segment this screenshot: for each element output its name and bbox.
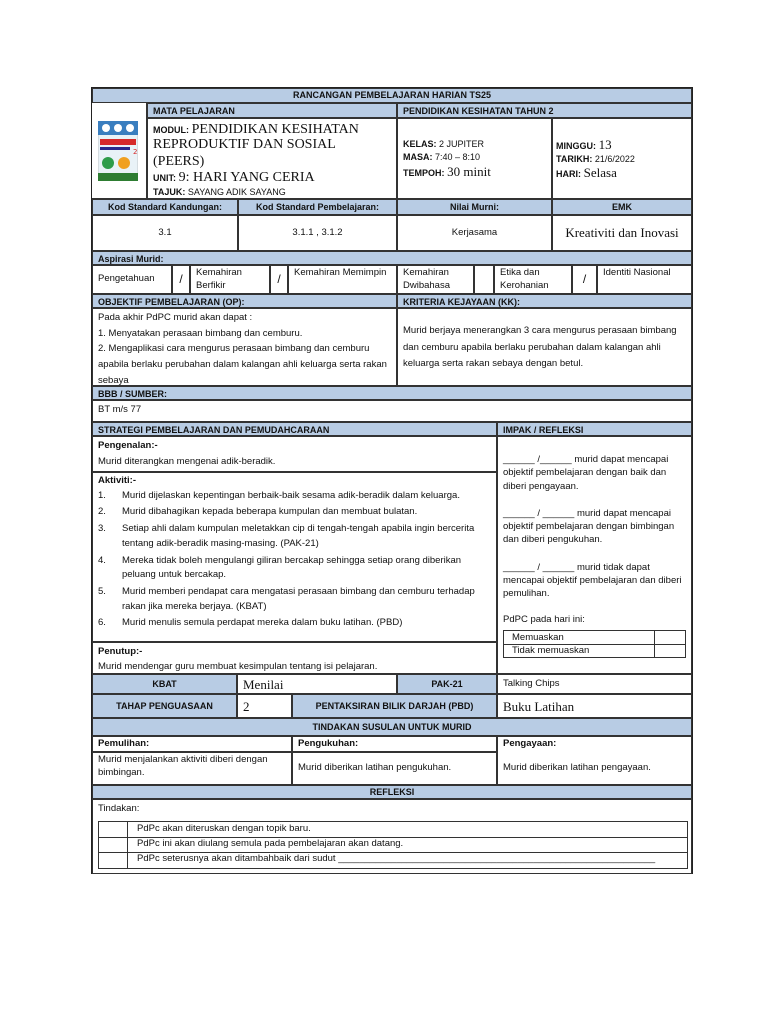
pengayaan-label: Pengayaan: bbox=[497, 736, 692, 752]
pengenalan-label: Pengenalan:- bbox=[98, 440, 158, 451]
nilai-value: Kerjasama bbox=[397, 215, 552, 251]
tarikh-label: TARIKH: bbox=[556, 154, 593, 164]
minggu-value: 13 bbox=[598, 137, 612, 152]
pengenalan-text: Murid diterangkan mengenai adik-beradik. bbox=[98, 456, 276, 468]
tempoh-value: 30 minit bbox=[447, 164, 491, 179]
aspirasi-identiti: Identiti Nasional bbox=[597, 265, 692, 294]
op-cell bbox=[92, 308, 397, 386]
tindakan-option-3[interactable]: PdPc seterusnya akan ditambahbaik dari sudut ____________________________________________________________ bbox=[137, 853, 656, 864]
penutup-label: Penutup:- bbox=[98, 646, 143, 657]
book-cover-cell bbox=[92, 103, 147, 199]
tick-berfikir: / bbox=[270, 265, 288, 294]
impak-text-3: ______ / ______ murid tidak dapat mencapai objektif pembelajaran dan diberi pemulihan. bbox=[503, 561, 682, 600]
aktiviti-cell bbox=[92, 472, 497, 642]
modul-label: MODUL: bbox=[153, 125, 189, 135]
tindakan-susulan-label: TINDAKAN SUSULAN UNTUK MURID bbox=[92, 718, 692, 736]
tajuk-label: TAJUK: bbox=[153, 187, 186, 197]
pemulihan-text: Murid menjalankan aktiviti diberi dengan bimbingan. bbox=[92, 752, 292, 785]
kk-label: KRITERIA KEJAYAAN (KK): bbox=[397, 294, 692, 308]
masa-label: MASA: bbox=[403, 152, 433, 162]
tajuk-value: SAYANG ADIK SAYANG bbox=[187, 187, 286, 197]
op-item-1: 1. Menyatakan perasaan bimbang dan cemburu. bbox=[98, 327, 303, 339]
tidak-memuaskan-checkbox[interactable] bbox=[654, 644, 655, 657]
tidak-memuaskan-label: Tidak memuaskan bbox=[512, 645, 590, 656]
aspirasi-memimpin: Kemahiran Memimpin bbox=[288, 265, 397, 294]
op-intro: Pada akhir PdPC murid akan dapat : bbox=[98, 312, 253, 323]
tindakan-checkbox-column[interactable] bbox=[99, 822, 128, 868]
memuaskan-row[interactable] bbox=[504, 631, 685, 645]
nilai-label: Nilai Murni: bbox=[397, 199, 552, 215]
aktiviti-label: Aktiviti:- bbox=[98, 475, 136, 486]
pengenalan-cell bbox=[92, 436, 497, 472]
op-label: OBJEKTIF PEMBELAJARAN (OP): bbox=[92, 294, 397, 308]
unit-label: UNIT: bbox=[153, 173, 176, 183]
masa-value: 7:40 – 8:10 bbox=[435, 152, 481, 162]
pdpc-options bbox=[503, 630, 686, 658]
kbat-label: KBAT bbox=[92, 674, 237, 694]
page-title: RANCANGAN PEMBELAJARAN HARIAN TS25 bbox=[92, 88, 692, 103]
memuaskan-label: Memuaskan bbox=[512, 632, 564, 643]
tarikh-value: 21/6/2022 bbox=[594, 154, 635, 164]
mata-pelajaran-label: MATA PELAJARAN bbox=[147, 103, 397, 118]
aspirasi-berfikir: Kemahiran Berfikir bbox=[190, 265, 270, 294]
kelas-label: KELAS: bbox=[403, 139, 437, 149]
lesson-plan-sheet bbox=[91, 87, 693, 874]
memuaskan-checkbox[interactable] bbox=[654, 631, 655, 644]
aspirasi-dwibahasa: Kemahiran Dwibahasa bbox=[397, 265, 474, 294]
tick-dwibahasa bbox=[474, 265, 494, 294]
tempoh-label: TEMPOH: bbox=[403, 168, 445, 178]
kelas-cell bbox=[397, 118, 552, 199]
bbb-value: BT m/s 77 bbox=[92, 400, 692, 422]
list-item: 5. Murid memberi pendapat cara mengatasi perasaan bimbang dan cemburu terhadap rakan jika mereka berjaya. (KBAT) bbox=[98, 586, 475, 612]
tindakan-table bbox=[98, 821, 688, 869]
kk-text: Murid berjaya menerangkan 3 cara mengurus perasaan bimbang dan cemburu apabila berlaku perubahan dalam kalangan ahli keluarga serta rakan sebaya dengan betul. bbox=[403, 325, 677, 370]
modul-value-2: REPRODUKTIF DAN SOSIAL bbox=[153, 137, 336, 152]
ksk-value: 3.1 bbox=[92, 215, 238, 251]
pengayaan-text: Murid diberikan latihan pengayaan. bbox=[497, 752, 692, 785]
impak-text-2: ______ / ______ murid dapat mencapai objektif pembelajaran dengan bimbingan dan diberi pengukuhan. bbox=[503, 507, 675, 546]
bbb-label: BBB / SUMBER: bbox=[92, 386, 692, 400]
list-item: 1. Murid dijelaskan kepentingan berbaik-baik sesama adik-beradik dalam keluarga. bbox=[98, 489, 460, 501]
emk-label: EMK bbox=[552, 199, 692, 215]
pbd-value: Buku Latihan bbox=[497, 694, 692, 718]
svg-text:2: 2 bbox=[133, 148, 138, 156]
minggu-cell bbox=[552, 118, 692, 199]
kbat-value: Menilai bbox=[237, 674, 397, 694]
tindakan-label: Tindakan: bbox=[98, 803, 140, 814]
refleksi-cell bbox=[92, 799, 692, 874]
tick-etika: / bbox=[572, 265, 597, 294]
modul-cell bbox=[147, 118, 397, 199]
list-item: 6. Murid menulis semula perdapat mereka dalam buku latihan. (PBD) bbox=[98, 617, 403, 629]
tahap-value: 2 bbox=[237, 694, 292, 718]
kelas-value: 2 JUPITER bbox=[439, 139, 485, 149]
pengukuhan-text: Murid diberikan latihan pengukuhan. bbox=[292, 752, 497, 785]
pbd-label: PENTAKSIRAN BILIK DARJAH (PBD) bbox=[292, 694, 497, 718]
pdpc-label: PdPC pada hari ini: bbox=[503, 613, 585, 625]
op-item-2: 2. Mengaplikasi cara mengurus perasaan bimbang dan cemburu apabila berlaku perubahan dalam kalangan ahli keluarga serta rakan sebaya bbox=[98, 343, 387, 386]
hari-value: Selasa bbox=[583, 165, 617, 180]
impak-text-1: ______ /______ murid dapat mencapai objektif pembelajaran dengan baik dan diberi pengayaan. bbox=[503, 454, 669, 492]
minggu-label: MINGGU: bbox=[556, 141, 596, 151]
penutup-text: Murid mendengar guru membuat kesimpulan tentang isi pelajaran. bbox=[98, 661, 378, 673]
ksp-label: Kod Standard Pembelajaran: bbox=[238, 199, 397, 215]
tindakan-option-2[interactable]: PdPc ini akan diulang semula pada pembelajaran akan datang. bbox=[137, 838, 404, 849]
penutup-cell bbox=[92, 642, 497, 674]
modul-value-3: (PEERS) bbox=[153, 154, 205, 169]
aspirasi-label: Aspirasi Murid: bbox=[92, 251, 692, 265]
impak-cell bbox=[497, 436, 692, 674]
aspirasi-pengetahuan: Pengetahuan bbox=[92, 265, 172, 294]
emk-value: Kreativiti dan Inovasi bbox=[552, 215, 692, 251]
tidak-memuaskan-row[interactable] bbox=[504, 644, 685, 657]
hari-label: HARI: bbox=[556, 169, 581, 179]
pemulihan-label: Pemulihan: bbox=[92, 736, 292, 752]
tindakan-option-1[interactable]: PdPc akan diteruskan dengan topik baru. bbox=[137, 823, 311, 834]
ksp-value: 3.1.1 , 3.1.2 bbox=[238, 215, 397, 251]
book-cover-image bbox=[98, 121, 138, 181]
tick-pengetahuan: / bbox=[172, 265, 190, 294]
list-item: 2. Murid dibahagikan kepada beberapa kumpulan dan membuat bulatan. bbox=[98, 506, 418, 518]
pengukuhan-label: Pengukuhan: bbox=[292, 736, 497, 752]
pak21-label: PAK-21 bbox=[397, 674, 497, 694]
pak21-value: Talking Chips bbox=[497, 674, 692, 694]
unit-value: 9: HARI YANG CERIA bbox=[178, 170, 315, 185]
strategi-label: STRATEGI PEMBELAJARAN DAN PEMUDAHCARAAN bbox=[92, 422, 497, 436]
tahap-label: TAHAP PENGUASAAN bbox=[92, 694, 237, 718]
aktiviti-list bbox=[98, 489, 491, 631]
aspirasi-etika: Etika dan Kerohanian bbox=[494, 265, 572, 294]
list-item: 3. Setiap ahli dalam kumpulan meletakkan cip di tengah-tengah apabila ingin bercerita tentang adik-beradik masing-masing. (PAK-21) bbox=[98, 523, 475, 549]
kk-cell bbox=[397, 308, 692, 386]
impak-label: IMPAK / REFLEKSI bbox=[497, 422, 692, 436]
ksk-label: Kod Standard Kandungan: bbox=[92, 199, 238, 215]
refleksi-label: REFLEKSI bbox=[92, 785, 692, 799]
mata-pelajaran-value: PENDIDIKAN KESIHATAN TAHUN 2 bbox=[397, 103, 692, 118]
list-item: 4. Mereka tidak boleh mengulangi giliran bercakap sehingga setiap orang diberikan peluang untuk bercakap. bbox=[98, 554, 462, 581]
modul-value-1: PENDIDIKAN KESIHATAN bbox=[191, 122, 359, 137]
